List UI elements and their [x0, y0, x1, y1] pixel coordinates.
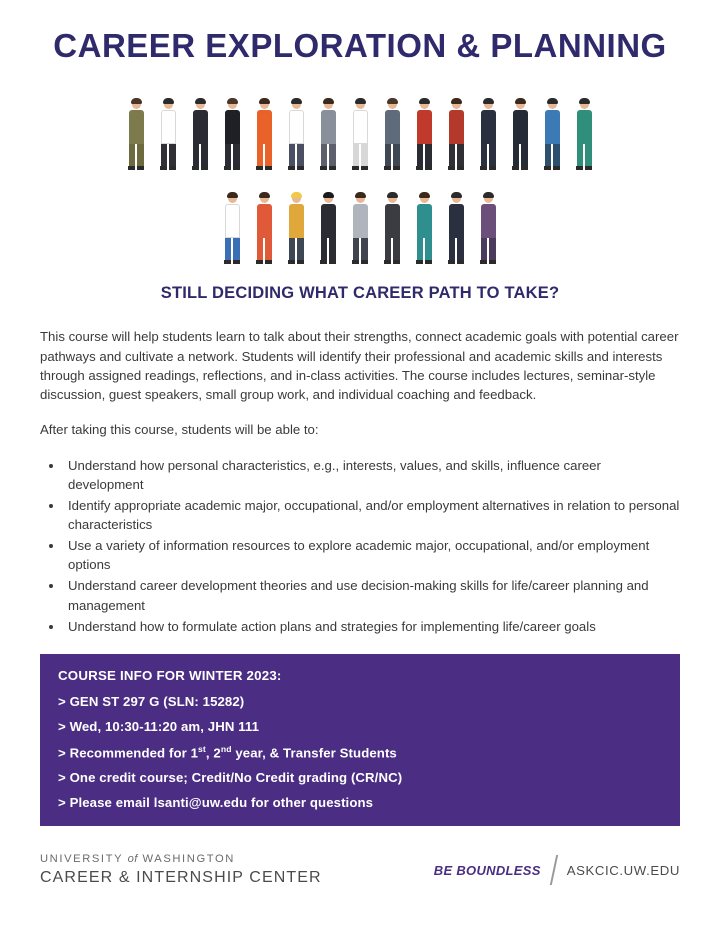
university-prefix: UNIVERSITY	[40, 853, 123, 865]
person-builder-icon	[286, 194, 306, 264]
course-info-line-contact: > Please email lsanti@uw.edu for other questions	[58, 795, 374, 811]
course-info-line-schedule: > Wed, 10:30-11:20 am, JHN 111	[58, 718, 260, 734]
course-info-box	[40, 654, 680, 826]
person-doctor-icon	[350, 100, 370, 170]
person-delivery-worker-icon	[478, 194, 498, 264]
list-item: • Understand career development theories and use decision-making skills for life/career planning and management	[64, 576, 680, 614]
intro-paragraph: This course will help students learn to talk about their strengths, connect academic goals with potential career pathways and cultivate a network. Students will identify their professional and academic skills and interests through assigned readings, reflections, and in-class activities. The course includes lectures, seminar-style discussion, guest speakers, small group work, and individual coaching and feedback.	[40, 329, 679, 403]
university-suffix: WASHINGTON	[142, 853, 235, 865]
person-mechanic-icon	[318, 194, 338, 264]
person-athlete-icon	[414, 100, 434, 170]
website-url: ASKCIC.UW.EDU	[566, 862, 680, 878]
person-security-officer-icon	[446, 194, 466, 264]
divider	[549, 855, 557, 885]
person-scientist-icon	[542, 100, 562, 170]
person-surgeon-icon	[574, 100, 594, 170]
recommended-suffix: year, & Transfer Students	[231, 745, 397, 761]
person-teacher-icon	[382, 100, 402, 170]
person-nurse-icon	[254, 194, 274, 264]
person-lab-technician-icon	[222, 194, 242, 264]
course-info-line-credit: > One credit course; Credit/No Credit grading (CR/NC)	[58, 770, 403, 786]
recommended-middle-num: , 2	[205, 745, 221, 761]
career-people-illustration	[40, 88, 680, 258]
list-item: • Understand how personal characteristics, e.g., interests, values, and skills, influence career development	[64, 456, 680, 494]
list-item: • Use a variety of information resources to explore academic major, occupational, and/or employment options	[64, 536, 680, 574]
person-medical-staff-icon	[414, 194, 434, 264]
list-item: • Understand how to formulate action plans and strategies for implementing life/career goals	[64, 617, 680, 636]
people-row-top	[40, 88, 680, 170]
person-barista-icon	[350, 194, 370, 264]
page-title: CAREER EXPLORATION & PLANNING	[53, 27, 667, 64]
center-name: CAREER & INTERNSHIP CENTER	[40, 869, 322, 886]
university-line	[40, 853, 322, 865]
person-police-officer-icon	[478, 100, 498, 170]
people-row-bottom	[40, 186, 680, 264]
uw-logo-block	[40, 853, 322, 887]
recommended-prefix: > Recommended for 1	[58, 745, 199, 761]
person-flight-attendant-icon	[510, 100, 530, 170]
course-info-line-recommended	[58, 744, 662, 760]
person-student-icon	[286, 100, 306, 170]
person-businessman-icon	[190, 100, 210, 170]
outcomes-lead-in: After taking this course, students will be able to:	[40, 422, 319, 438]
learning-outcomes-list	[40, 456, 680, 636]
university-of: of	[127, 853, 138, 865]
person-engineer-icon	[318, 100, 338, 170]
person-musician-icon	[382, 194, 402, 264]
boundless-lockup	[434, 855, 680, 887]
list-item: • Identify appropriate academic major, occupational, and/or employment alternatives in relation to personal characteristics	[64, 496, 680, 534]
tagline: BE BOUNDLESS	[433, 862, 541, 878]
footer	[40, 853, 680, 887]
person-firefighter-icon	[446, 100, 466, 170]
course-info-line-sln: > GEN ST 297 G (SLN: 15282)	[58, 693, 245, 709]
person-chef-icon	[158, 100, 178, 170]
course-info-title: COURSE INFO FOR WINTER 2023:	[58, 667, 282, 683]
ordinal-st: st	[198, 743, 206, 754]
subheading: STILL DECIDING WHAT CAREER PATH TO TAKE?	[160, 284, 560, 303]
body-copy	[40, 327, 680, 636]
person-soldier-icon	[126, 100, 146, 170]
person-construction-worker-icon	[254, 100, 274, 170]
person-businesswoman-icon	[222, 100, 242, 170]
ordinal-nd: nd	[220, 743, 232, 754]
